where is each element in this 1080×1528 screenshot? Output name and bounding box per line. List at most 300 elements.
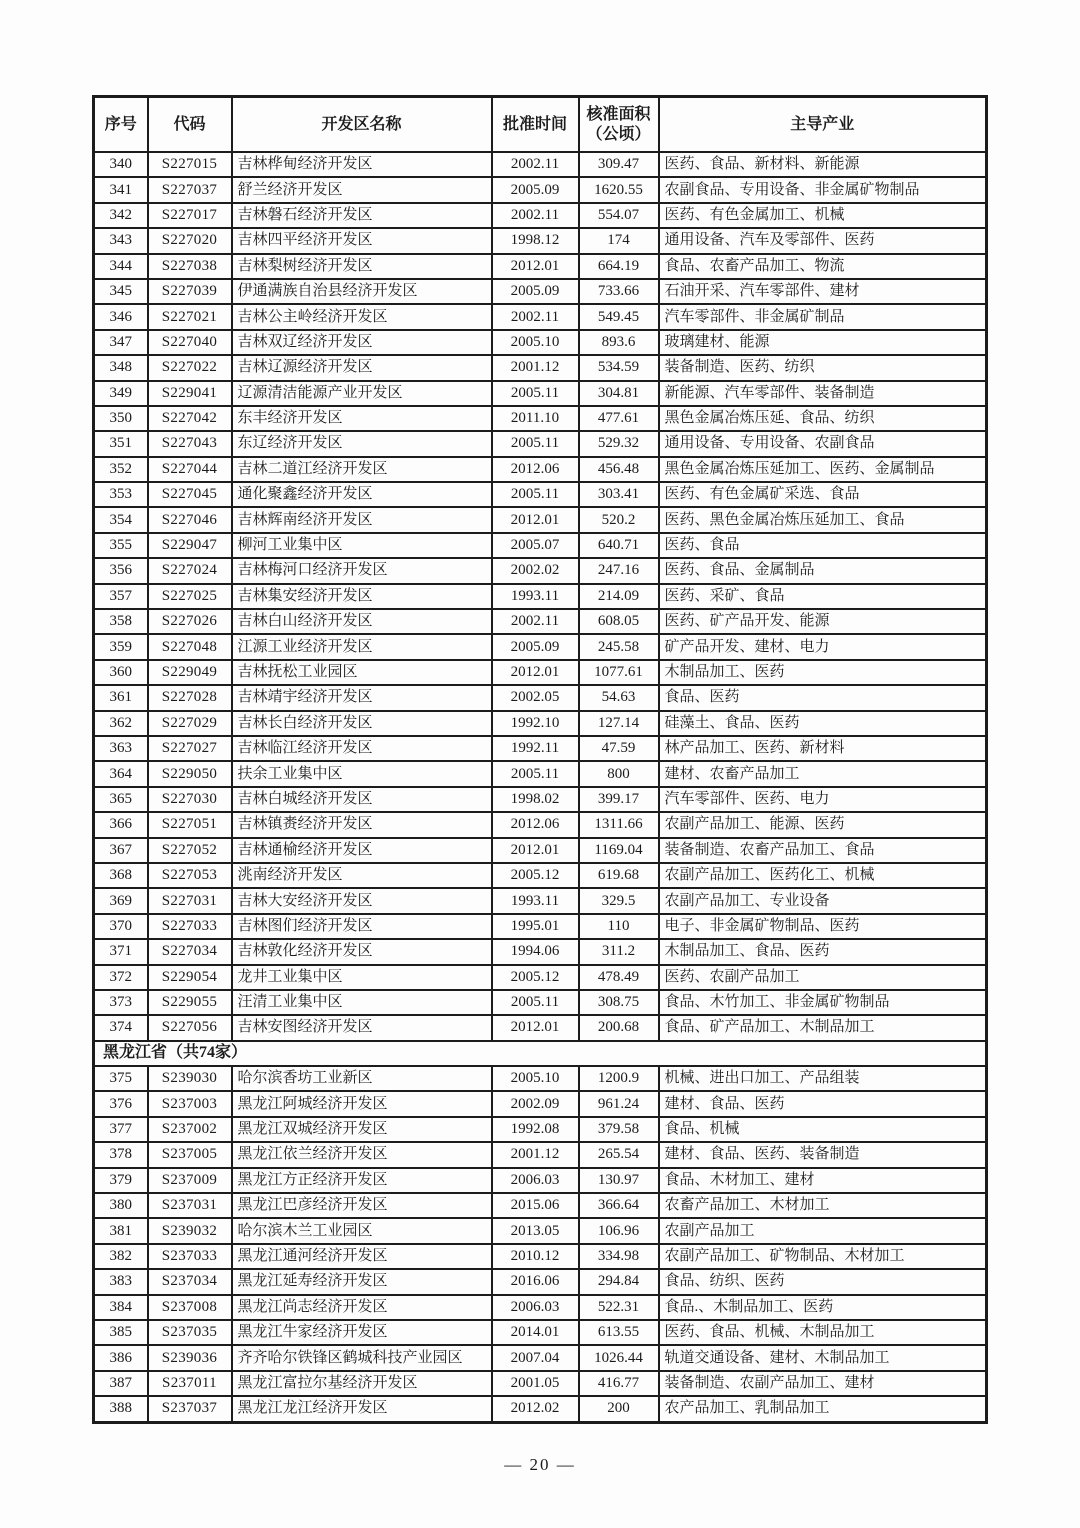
header-approval-date: 批准时间 xyxy=(492,97,579,153)
cell-serial: 366 xyxy=(94,812,148,837)
cell-approved-area: 554.07 xyxy=(579,203,659,228)
header-area-line1: 核准面积 xyxy=(586,105,651,123)
cell-serial: 384 xyxy=(94,1295,148,1320)
cell-leading-industries: 装备制造、农副产品加工、建材 xyxy=(659,1371,987,1396)
cell-zone-name: 黑龙江尚志经济开发区 xyxy=(232,1295,492,1320)
table-row xyxy=(94,1168,987,1193)
cell-serial: 350 xyxy=(94,406,148,431)
cell-approved-area: 456.48 xyxy=(579,457,659,482)
cell-leading-industries: 建材、食品、医药、装备制造 xyxy=(659,1142,987,1167)
cell-leading-industries: 通用设备、汽车及零部件、医药 xyxy=(659,228,987,253)
cell-serial: 363 xyxy=(94,736,148,761)
cell-leading-industries: 医药、采矿、食品 xyxy=(659,584,987,609)
cell-leading-industries: 农副产品加工、能源、医药 xyxy=(659,812,987,837)
cell-serial: 345 xyxy=(94,279,148,304)
cell-approval-date: 2010.12 xyxy=(492,1244,579,1269)
cell-code: S227034 xyxy=(148,939,232,964)
cell-serial: 379 xyxy=(94,1168,148,1193)
cell-approved-area: 640.71 xyxy=(579,533,659,558)
cell-zone-name: 东丰经济开发区 xyxy=(232,406,492,431)
cell-approval-date: 2005.12 xyxy=(492,863,579,888)
cell-approved-area: 214.09 xyxy=(579,584,659,609)
table-row xyxy=(94,863,987,888)
table-row xyxy=(94,152,987,177)
cell-approved-area: 47.59 xyxy=(579,736,659,761)
cell-code: S227042 xyxy=(148,406,232,431)
table-row xyxy=(94,228,987,253)
cell-leading-industries: 木制品加工、医药 xyxy=(659,660,987,685)
cell-leading-industries: 医药、农副产品加工 xyxy=(659,965,987,990)
cell-code: S237011 xyxy=(148,1371,232,1396)
cell-leading-industries: 医药、食品 xyxy=(659,533,987,558)
cell-leading-industries: 农畜产品加工、木材加工 xyxy=(659,1193,987,1218)
cell-approved-area: 1620.55 xyxy=(579,177,659,202)
cell-code: S239032 xyxy=(148,1218,232,1243)
cell-approval-date: 2001.12 xyxy=(492,1142,579,1167)
cell-code: S227017 xyxy=(148,203,232,228)
cell-leading-industries: 食品.、木制品加工、医药 xyxy=(659,1295,987,1320)
table-row xyxy=(94,736,987,761)
table-row xyxy=(94,634,987,659)
cell-serial: 370 xyxy=(94,914,148,939)
table-row xyxy=(94,431,987,456)
table-row xyxy=(94,685,987,710)
cell-approval-date: 1992.10 xyxy=(492,711,579,736)
cell-zone-name: 吉林辉南经济开发区 xyxy=(232,507,492,532)
cell-leading-industries: 硅藻土、食品、医药 xyxy=(659,711,987,736)
cell-zone-name: 吉林图们经济开发区 xyxy=(232,914,492,939)
cell-approval-date: 1993.11 xyxy=(492,584,579,609)
cell-approval-date: 2005.11 xyxy=(492,431,579,456)
header-zone-name: 开发区名称 xyxy=(232,97,492,153)
cell-serial: 364 xyxy=(94,761,148,786)
cell-zone-name: 吉林磐石经济开发区 xyxy=(232,203,492,228)
cell-approval-date: 2012.01 xyxy=(492,660,579,685)
cell-approved-area: 329.5 xyxy=(579,888,659,913)
table-row xyxy=(94,711,987,736)
cell-approved-area: 366.64 xyxy=(579,1193,659,1218)
cell-serial: 360 xyxy=(94,660,148,685)
cell-approved-area: 309.47 xyxy=(579,152,659,177)
cell-zone-name: 吉林二道江经济开发区 xyxy=(232,457,492,482)
cell-approval-date: 2014.01 xyxy=(492,1320,579,1345)
cell-approved-area: 54.63 xyxy=(579,685,659,710)
cell-leading-industries: 食品、机械 xyxy=(659,1117,987,1142)
cell-code: S227039 xyxy=(148,279,232,304)
cell-zone-name: 黑龙江龙江经济开发区 xyxy=(232,1396,492,1422)
table-row xyxy=(94,888,987,913)
cell-code: S227029 xyxy=(148,711,232,736)
cell-leading-industries: 建材、食品、医药 xyxy=(659,1091,987,1116)
table-row xyxy=(94,939,987,964)
table-row xyxy=(94,558,987,583)
cell-zone-name: 吉林临江经济开发区 xyxy=(232,736,492,761)
cell-zone-name: 黑龙江双城经济开发区 xyxy=(232,1117,492,1142)
cell-zone-name: 吉林镇赉经济开发区 xyxy=(232,812,492,837)
table-row xyxy=(94,787,987,812)
cell-zone-name: 齐齐哈尔铁锋区鹤城科技产业园区 xyxy=(232,1345,492,1370)
cell-approved-area: 294.84 xyxy=(579,1269,659,1294)
cell-zone-name: 吉林安图经济开发区 xyxy=(232,1015,492,1040)
cell-leading-industries: 食品、农畜产品加工、物流 xyxy=(659,254,987,279)
cell-serial: 386 xyxy=(94,1345,148,1370)
cell-zone-name: 黑龙江巴彦经济开发区 xyxy=(232,1193,492,1218)
cell-zone-name: 吉林通榆经济开发区 xyxy=(232,838,492,863)
cell-zone-name: 吉林集安经济开发区 xyxy=(232,584,492,609)
cell-code: S227022 xyxy=(148,355,232,380)
cell-serial: 382 xyxy=(94,1244,148,1269)
cell-approval-date: 2002.05 xyxy=(492,685,579,710)
cell-zone-name: 吉林双辽经济开发区 xyxy=(232,330,492,355)
cell-approved-area: 1169.04 xyxy=(579,838,659,863)
cell-serial: 357 xyxy=(94,584,148,609)
cell-zone-name: 柳河工业集中区 xyxy=(232,533,492,558)
cell-serial: 378 xyxy=(94,1142,148,1167)
cell-serial: 365 xyxy=(94,787,148,812)
cell-zone-name: 吉林大安经济开发区 xyxy=(232,888,492,913)
cell-serial: 373 xyxy=(94,990,148,1015)
cell-approved-area: 304.81 xyxy=(579,381,659,406)
cell-zone-name: 伊通满族自治县经济开发区 xyxy=(232,279,492,304)
cell-zone-name: 吉林长白经济开发区 xyxy=(232,711,492,736)
table-row xyxy=(94,1091,987,1116)
header-leading-industries: 主导产业 xyxy=(659,97,987,153)
cell-leading-industries: 黑色金属冶炼压延加工、医药、金属制品 xyxy=(659,457,987,482)
cell-leading-industries: 医药、有色金属矿采选、食品 xyxy=(659,482,987,507)
table-row xyxy=(94,1320,987,1345)
cell-serial: 346 xyxy=(94,304,148,329)
cell-approved-area: 961.24 xyxy=(579,1091,659,1116)
cell-approved-area: 200.68 xyxy=(579,1015,659,1040)
cell-approved-area: 1026.44 xyxy=(579,1345,659,1370)
cell-zone-name: 洮南经济开发区 xyxy=(232,863,492,888)
cell-zone-name: 吉林抚松工业园区 xyxy=(232,660,492,685)
table-row xyxy=(94,1396,987,1422)
cell-serial: 369 xyxy=(94,888,148,913)
cell-zone-name: 黑龙江富拉尔基经济开发区 xyxy=(232,1371,492,1396)
cell-code: S227026 xyxy=(148,609,232,634)
cell-code: S239036 xyxy=(148,1345,232,1370)
cell-serial: 372 xyxy=(94,965,148,990)
cell-approval-date: 2002.11 xyxy=(492,152,579,177)
table-row xyxy=(94,1269,987,1294)
cell-code: S227033 xyxy=(148,914,232,939)
cell-zone-name: 黑龙江依兰经济开发区 xyxy=(232,1142,492,1167)
cell-code: S227028 xyxy=(148,685,232,710)
cell-approved-area: 1311.66 xyxy=(579,812,659,837)
province-section-row xyxy=(94,1041,987,1066)
cell-approved-area: 106.96 xyxy=(579,1218,659,1243)
cell-code: S227053 xyxy=(148,863,232,888)
cell-leading-industries: 食品、纺织、医药 xyxy=(659,1269,987,1294)
cell-code: S237034 xyxy=(148,1269,232,1294)
cell-approved-area: 664.19 xyxy=(579,254,659,279)
cell-approval-date: 2005.09 xyxy=(492,634,579,659)
cell-serial: 388 xyxy=(94,1396,148,1422)
cell-leading-industries: 林产品加工、医药、新材料 xyxy=(659,736,987,761)
cell-approval-date: 2005.07 xyxy=(492,533,579,558)
cell-serial: 352 xyxy=(94,457,148,482)
cell-approved-area: 265.54 xyxy=(579,1142,659,1167)
cell-code: S237005 xyxy=(148,1142,232,1167)
table-row xyxy=(94,1371,987,1396)
cell-serial: 377 xyxy=(94,1117,148,1142)
cell-code: S237033 xyxy=(148,1244,232,1269)
cell-zone-name: 黑龙江通河经济开发区 xyxy=(232,1244,492,1269)
cell-zone-name: 吉林桦甸经济开发区 xyxy=(232,152,492,177)
cell-serial: 353 xyxy=(94,482,148,507)
cell-leading-industries: 电子、非金属矿物制品、医药 xyxy=(659,914,987,939)
cell-zone-name: 东辽经济开发区 xyxy=(232,431,492,456)
table-row xyxy=(94,203,987,228)
cell-approval-date: 2012.01 xyxy=(492,838,579,863)
cell-approval-date: 2005.11 xyxy=(492,381,579,406)
cell-approval-date: 2005.10 xyxy=(492,1066,579,1091)
cell-leading-industries: 食品、医药 xyxy=(659,685,987,710)
cell-leading-industries: 装备制造、农畜产品加工、食品 xyxy=(659,838,987,863)
cell-approved-area: 608.05 xyxy=(579,609,659,634)
cell-code: S227027 xyxy=(148,736,232,761)
cell-approval-date: 2016.06 xyxy=(492,1269,579,1294)
cell-approval-date: 1995.01 xyxy=(492,914,579,939)
cell-zone-name: 吉林白山经济开发区 xyxy=(232,609,492,634)
cell-approval-date: 2002.11 xyxy=(492,203,579,228)
cell-code: S227043 xyxy=(148,431,232,456)
cell-zone-name: 龙井工业集中区 xyxy=(232,965,492,990)
table-row xyxy=(94,1015,987,1040)
cell-approval-date: 2007.04 xyxy=(492,1345,579,1370)
cell-approved-area: 200 xyxy=(579,1396,659,1422)
table-row xyxy=(94,457,987,482)
cell-code: S237037 xyxy=(148,1396,232,1422)
cell-leading-industries: 农副产品加工、专业设备 xyxy=(659,888,987,913)
cell-zone-name: 通化聚鑫经济开发区 xyxy=(232,482,492,507)
header-code: 代码 xyxy=(148,97,232,153)
cell-approval-date: 2012.02 xyxy=(492,1396,579,1422)
cell-zone-name: 哈尔滨木兰工业园区 xyxy=(232,1218,492,1243)
cell-serial: 343 xyxy=(94,228,148,253)
cell-code: S237008 xyxy=(148,1295,232,1320)
cell-code: S229054 xyxy=(148,965,232,990)
cell-approval-date: 2005.12 xyxy=(492,965,579,990)
cell-leading-industries: 医药、黑色金属冶炼压延加工、食品 xyxy=(659,507,987,532)
cell-approval-date: 2001.05 xyxy=(492,1371,579,1396)
cell-serial: 344 xyxy=(94,254,148,279)
cell-serial: 374 xyxy=(94,1015,148,1040)
table-row xyxy=(94,177,987,202)
cell-code: S237035 xyxy=(148,1320,232,1345)
cell-approval-date: 2006.03 xyxy=(492,1168,579,1193)
cell-zone-name: 辽源清洁能源产业开发区 xyxy=(232,381,492,406)
cell-zone-name: 吉林辽源经济开发区 xyxy=(232,355,492,380)
cell-approval-date: 1993.11 xyxy=(492,888,579,913)
table-row xyxy=(94,1218,987,1243)
cell-serial: 383 xyxy=(94,1269,148,1294)
cell-leading-industries: 石油开采、汽车零部件、建材 xyxy=(659,279,987,304)
cell-leading-industries: 黑色金属冶炼压延、食品、纺织 xyxy=(659,406,987,431)
province-section-label: 黑龙江省（共74家） xyxy=(94,1041,987,1066)
cell-approval-date: 2002.09 xyxy=(492,1091,579,1116)
table-row xyxy=(94,1345,987,1370)
cell-serial: 362 xyxy=(94,711,148,736)
cell-leading-industries: 农副产品加工、矿物制品、木材加工 xyxy=(659,1244,987,1269)
table-row xyxy=(94,660,987,685)
cell-serial: 341 xyxy=(94,177,148,202)
cell-code: S227038 xyxy=(148,254,232,279)
cell-serial: 371 xyxy=(94,939,148,964)
cell-leading-industries: 食品、木竹加工、非金属矿物制品 xyxy=(659,990,987,1015)
cell-code: S227046 xyxy=(148,507,232,532)
table-row xyxy=(94,507,987,532)
cell-serial: 359 xyxy=(94,634,148,659)
cell-serial: 385 xyxy=(94,1320,148,1345)
cell-approved-area: 311.2 xyxy=(579,939,659,964)
cell-code: S227051 xyxy=(148,812,232,837)
cell-approval-date: 1994.06 xyxy=(492,939,579,964)
cell-serial: 349 xyxy=(94,381,148,406)
cell-zone-name: 舒兰经济开发区 xyxy=(232,177,492,202)
cell-approval-date: 2005.09 xyxy=(492,279,579,304)
cell-zone-name: 哈尔滨香坊工业新区 xyxy=(232,1066,492,1091)
cell-approval-date: 2006.03 xyxy=(492,1295,579,1320)
cell-code: S227020 xyxy=(148,228,232,253)
cell-serial: 375 xyxy=(94,1066,148,1091)
cell-approved-area: 245.58 xyxy=(579,634,659,659)
cell-serial: 347 xyxy=(94,330,148,355)
page-number: — 20 — xyxy=(504,1455,576,1474)
cell-zone-name: 吉林四平经济开发区 xyxy=(232,228,492,253)
table-row xyxy=(94,1193,987,1218)
cell-leading-industries: 农副产品加工、医药化工、机械 xyxy=(659,863,987,888)
cell-approval-date: 1998.02 xyxy=(492,787,579,812)
cell-approved-area: 522.31 xyxy=(579,1295,659,1320)
cell-approval-date: 2005.09 xyxy=(492,177,579,202)
cell-approval-date: 2002.11 xyxy=(492,304,579,329)
cell-leading-industries: 农副产品加工 xyxy=(659,1218,987,1243)
table-row xyxy=(94,254,987,279)
cell-serial: 381 xyxy=(94,1218,148,1243)
cell-approved-area: 534.59 xyxy=(579,355,659,380)
cell-approval-date: 2001.12 xyxy=(492,355,579,380)
cell-zone-name: 吉林靖宇经济开发区 xyxy=(232,685,492,710)
table-row xyxy=(94,609,987,634)
cell-leading-industries: 新能源、汽车零部件、装备制造 xyxy=(659,381,987,406)
cell-code: S237002 xyxy=(148,1117,232,1142)
cell-serial: 342 xyxy=(94,203,148,228)
cell-serial: 354 xyxy=(94,507,148,532)
cell-serial: 367 xyxy=(94,838,148,863)
cell-approval-date: 2005.10 xyxy=(492,330,579,355)
cell-serial: 361 xyxy=(94,685,148,710)
cell-leading-industries: 机械、进出口加工、产品组装 xyxy=(659,1066,987,1091)
table-row xyxy=(94,279,987,304)
cell-approved-area: 1200.9 xyxy=(579,1066,659,1091)
cell-leading-industries: 轨道交通设备、建材、木制品加工 xyxy=(659,1345,987,1370)
cell-approved-area: 893.6 xyxy=(579,330,659,355)
cell-code: S227044 xyxy=(148,457,232,482)
cell-zone-name: 汪清工业集中区 xyxy=(232,990,492,1015)
cell-serial: 348 xyxy=(94,355,148,380)
cell-approval-date: 2005.11 xyxy=(492,482,579,507)
table-row xyxy=(94,1117,987,1142)
cell-approved-area: 477.61 xyxy=(579,406,659,431)
cell-code: S227015 xyxy=(148,152,232,177)
table-row xyxy=(94,533,987,558)
table-body xyxy=(94,152,987,1422)
cell-approved-area: 478.49 xyxy=(579,965,659,990)
cell-code: S227021 xyxy=(148,304,232,329)
cell-zone-name: 黑龙江牛家经济开发区 xyxy=(232,1320,492,1345)
cell-approval-date: 1992.11 xyxy=(492,736,579,761)
cell-zone-name: 吉林公主岭经济开发区 xyxy=(232,304,492,329)
cell-approval-date: 2002.11 xyxy=(492,609,579,634)
table-row xyxy=(94,304,987,329)
table-row xyxy=(94,330,987,355)
cell-serial: 340 xyxy=(94,152,148,177)
cell-approved-area: 130.97 xyxy=(579,1168,659,1193)
cell-approved-area: 416.77 xyxy=(579,1371,659,1396)
cell-leading-industries: 医药、食品、新材料、新能源 xyxy=(659,152,987,177)
cell-approval-date: 2012.06 xyxy=(492,812,579,837)
cell-code: S227037 xyxy=(148,177,232,202)
cell-leading-industries: 农产品加工、乳制品加工 xyxy=(659,1396,987,1422)
cell-code: S237031 xyxy=(148,1193,232,1218)
cell-approved-area: 379.58 xyxy=(579,1117,659,1142)
cell-code: S227031 xyxy=(148,888,232,913)
cell-code: S227045 xyxy=(148,482,232,507)
cell-leading-industries: 建材、农畜产品加工 xyxy=(659,761,987,786)
cell-serial: 387 xyxy=(94,1371,148,1396)
table-row xyxy=(94,812,987,837)
cell-leading-industries: 汽车零部件、医药、电力 xyxy=(659,787,987,812)
cell-approval-date: 2013.05 xyxy=(492,1218,579,1243)
cell-approval-date: 1992.08 xyxy=(492,1117,579,1142)
cell-serial: 376 xyxy=(94,1091,148,1116)
cell-approved-area: 1077.61 xyxy=(579,660,659,685)
cell-leading-industries: 医药、食品、机械、木制品加工 xyxy=(659,1320,987,1345)
table-row xyxy=(94,482,987,507)
table-row xyxy=(94,761,987,786)
cell-approved-area: 247.16 xyxy=(579,558,659,583)
table-row xyxy=(94,914,987,939)
cell-approved-area: 619.68 xyxy=(579,863,659,888)
cell-zone-name: 吉林敦化经济开发区 xyxy=(232,939,492,964)
cell-leading-industries: 木制品加工、食品、医药 xyxy=(659,939,987,964)
cell-code: S237009 xyxy=(148,1168,232,1193)
table-row xyxy=(94,406,987,431)
cell-leading-industries: 医药、食品、金属制品 xyxy=(659,558,987,583)
cell-zone-name: 吉林梨树经济开发区 xyxy=(232,254,492,279)
cell-zone-name: 吉林梅河口经济开发区 xyxy=(232,558,492,583)
cell-code: S227052 xyxy=(148,838,232,863)
cell-approved-area: 520.2 xyxy=(579,507,659,532)
cell-serial: 355 xyxy=(94,533,148,558)
cell-code: S239030 xyxy=(148,1066,232,1091)
cell-leading-industries: 农副食品、专用设备、非金属矿物制品 xyxy=(659,177,987,202)
cell-approval-date: 2012.01 xyxy=(492,254,579,279)
cell-zone-name: 扶余工业集中区 xyxy=(232,761,492,786)
cell-leading-industries: 玻璃建材、能源 xyxy=(659,330,987,355)
table-header xyxy=(94,97,987,153)
cell-code: S227040 xyxy=(148,330,232,355)
cell-leading-industries: 食品、木材加工、建材 xyxy=(659,1168,987,1193)
cell-approval-date: 2005.11 xyxy=(492,990,579,1015)
cell-leading-industries: 汽车零部件、非金属矿制品 xyxy=(659,304,987,329)
cell-approval-date: 2002.02 xyxy=(492,558,579,583)
header-approved-area xyxy=(579,97,659,153)
cell-serial: 358 xyxy=(94,609,148,634)
cell-approval-date: 2011.10 xyxy=(492,406,579,431)
